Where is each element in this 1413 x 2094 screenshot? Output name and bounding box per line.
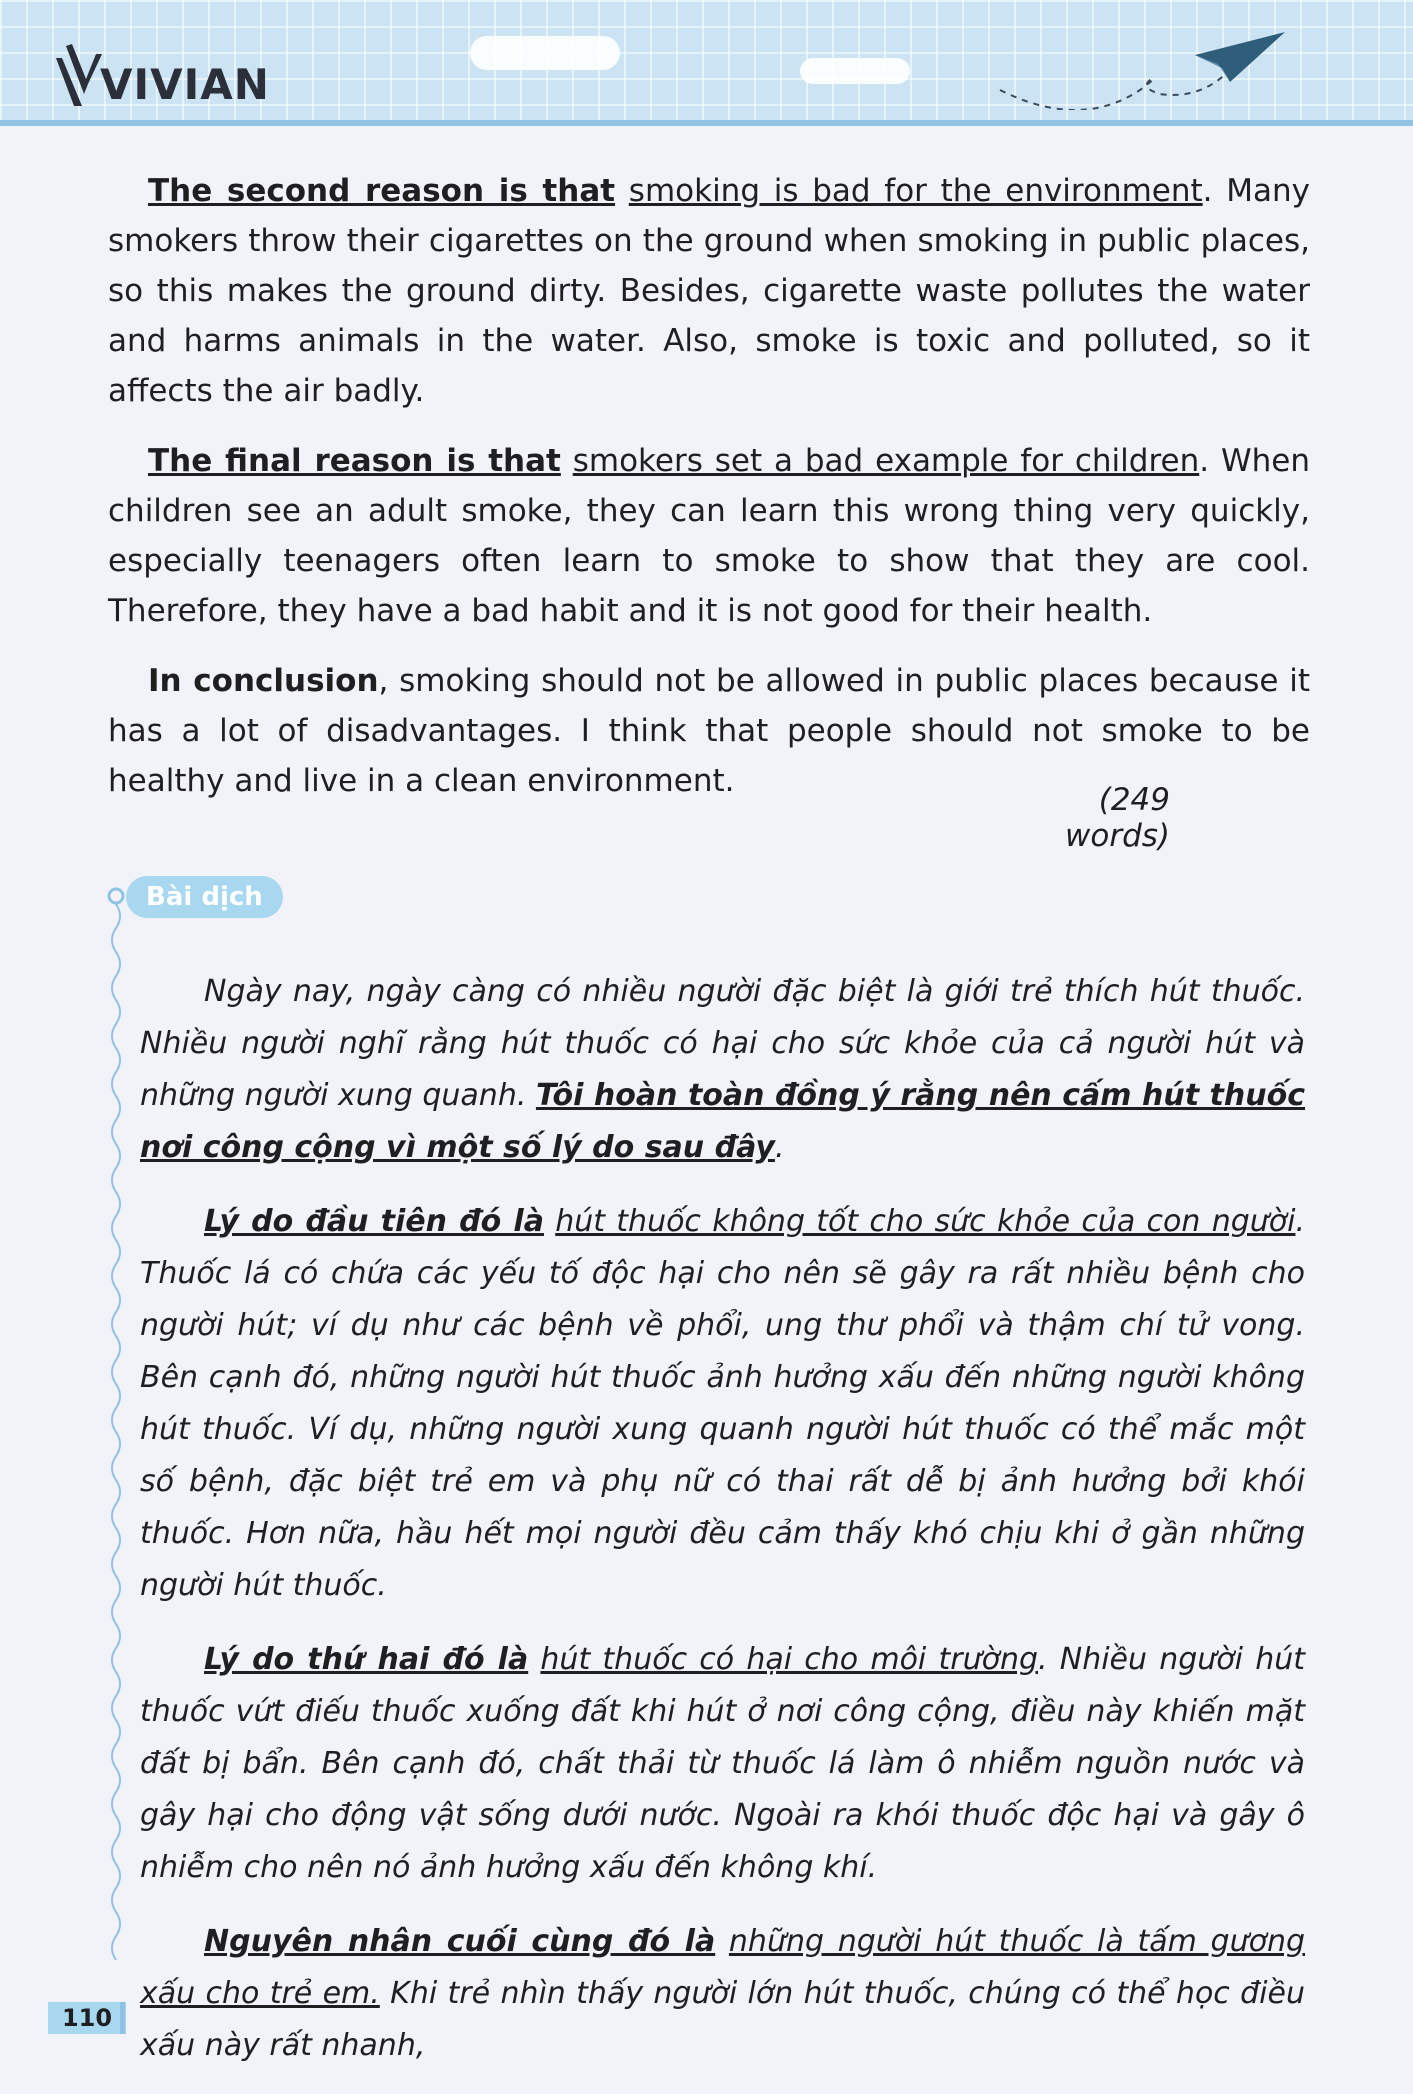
topic-sentence: hút thuốc có hại cho môi trường: [540, 1642, 1038, 1677]
paper-plane-icon: [990, 20, 1290, 110]
cloud-decoration: [800, 58, 910, 84]
brand-name: VIVIAN: [100, 60, 270, 109]
paragraph-lead: In conclusion: [148, 663, 379, 699]
page-header: [0, 0, 1413, 126]
vietnamese-paragraph: [140, 1196, 1305, 1612]
page-number-bar: [120, 2002, 125, 2034]
vietnamese-paragraph: [140, 1634, 1305, 1894]
english-paragraph: [108, 436, 1310, 636]
translation-badge: Bài dịch: [126, 876, 283, 918]
paragraph-lead: The final reason is that: [148, 443, 561, 479]
paragraph-body: Khi trẻ nhìn thấy người lớn hút thuốc, chúng có thể học điều xấu này rất nhanh,: [140, 1976, 1305, 2063]
wavy-rail-decoration: [104, 880, 134, 1960]
paragraph-lead: Lý do đầu tiên đó là: [204, 1204, 544, 1239]
paragraph-lead: Nguyên nhân cuối cùng đó là: [204, 1924, 716, 1959]
logo-mark-icon: [52, 44, 106, 110]
english-paragraph: [108, 166, 1310, 416]
paragraph-end: .: [774, 1130, 785, 1165]
topic-sentence: những người hút thuốc là tấm gương xấu cho trẻ em.: [140, 1924, 1305, 2011]
cloud-decoration: [470, 36, 620, 70]
word-count: (249 words): [1065, 782, 1170, 854]
paragraph-body: Ngày nay, ngày càng có nhiều người đặc biệt là giới trẻ thích hút thuốc. Nhiều người nghĩ rằng hút thuốc có hại cho sức khỏe của cả người hút và những người xung quanh.: [140, 974, 1305, 1113]
vietnamese-translation: [140, 966, 1305, 2094]
topic-sentence: smokers set a bad example for children: [572, 443, 1200, 479]
paragraph-body: . When children see an adult smoke, they can learn this wrong thing very quickly, especially teenagers often learn to smoke to show that they are cool. Therefore, they have a bad habit and it is not good for their health.: [108, 443, 1310, 629]
paragraph-body: . Thuốc lá có chứa các yếu tố độc hại cho nên sẽ gây ra rất nhiều bệnh cho người hút; ví dụ như các bệnh về phổi, ung thư phổi và thậm chí tử vong. Bên cạnh đó, những người hút thuốc ảnh hưởng xấu đến những người không hút thuốc. Ví dụ, những người xung quanh người hút thuốc có thể mắc một số bệnh, đặc biệt trẻ em và phụ nữ có thai rất dễ bị ảnh hưởng bởi khói thuốc. Hơn nữa, hầu hết mọi người đều cảm thấy khó chịu khi ở gần những người hút thuốc.: [140, 1204, 1305, 1603]
topic-sentence: smoking is bad for the environment: [628, 173, 1203, 209]
paragraph-body: . Many smokers throw their cigarettes on the ground when smoking in public places, so this makes the ground dirty. Besides, cigarette waste pollutes the water and harms animals in the water. Also, smoke is toxic and polluted, so it affects the air badly.: [108, 173, 1310, 409]
brand-logo: [52, 40, 270, 110]
vietnamese-paragraph: [140, 1916, 1305, 2072]
paragraph-body: . Nhiều người hút thuốc vứt điếu thuốc xuống đất khi hút ở nơi công cộng, điều này khiến mặt đất bị bẩn. Bên cạnh đó, chất thải từ thuốc lá làm ô nhiễm nguồn nước và gây hại cho động vật sống dưới nước. Ngoài ra khói thuốc độc hại và gây ô nhiễm cho nên nó ảnh hưởng xấu đến không khí.: [140, 1642, 1305, 1885]
page-number: 110: [48, 2002, 126, 2034]
thesis-statement: Tôi hoàn toàn đồng ý rằng nên cấm hút thuốc nơi công cộng vì một số lý do sau đây: [140, 1078, 1305, 1165]
paragraph-lead: Lý do thứ hai đó là: [204, 1642, 529, 1677]
english-essay: [108, 166, 1310, 826]
paragraph-lead: The second reason is that: [148, 173, 616, 209]
topic-sentence: hút thuốc không tốt cho sức khỏe của con người: [555, 1204, 1296, 1239]
paragraph-body: , smoking should not be allowed in public places because it has a lot of disadvantages. I think that people should not smoke to be healthy and live in a clean environment.: [108, 663, 1310, 799]
vietnamese-paragraph: [140, 966, 1305, 1174]
